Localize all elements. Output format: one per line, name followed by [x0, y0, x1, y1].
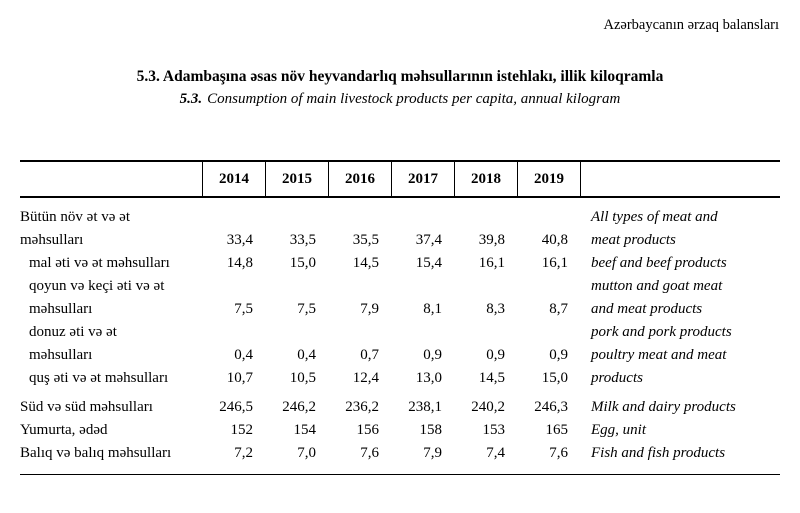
cell-value — [454, 206, 517, 229]
cell-value: 33,4 — [226, 232, 253, 248]
cell-value: 0,7 — [360, 347, 379, 363]
table-row — [20, 344, 780, 367]
cell-value: 40,8 — [541, 232, 568, 248]
cell-value: 246,3 — [534, 399, 568, 415]
cell-value — [265, 206, 328, 229]
cell-en-label: poultry meat and meat — [591, 347, 727, 363]
cell-value: 158 — [419, 422, 442, 438]
year-header: 2014 — [202, 162, 265, 196]
cell-en-label: and meat products — [591, 301, 703, 317]
table-row — [20, 252, 780, 275]
cell-value: 37,4 — [415, 232, 442, 248]
cell-value: 153 — [482, 422, 505, 438]
cell-value: 10,5 — [289, 370, 316, 386]
cell-az-label: mal əti və ət məhsulları — [29, 255, 170, 271]
cell-value: 16,1 — [478, 255, 505, 271]
cell-value: 238,1 — [408, 399, 442, 415]
cell-value: 165 — [545, 422, 568, 438]
cell-value: 15,4 — [415, 255, 442, 271]
cell-value: 39,8 — [478, 232, 505, 248]
cell-value — [265, 321, 328, 344]
cell-az-label: qoyun və keçi əti və ət — [29, 278, 165, 294]
cell-az-label: məhsulları — [29, 347, 93, 363]
cell-value: 16,1 — [541, 255, 568, 271]
cell-value: 12,4 — [352, 370, 379, 386]
cell-value: 14,8 — [226, 255, 253, 271]
table-row — [20, 321, 780, 344]
table-header-row — [20, 160, 780, 198]
cell-value: 7,6 — [549, 445, 568, 461]
cell-value: 7,9 — [360, 301, 379, 317]
cell-az-label: məhsulları — [20, 232, 84, 248]
cell-value — [391, 321, 454, 344]
subtitle-number: 5.3. — [179, 91, 203, 107]
cell-value: 236,2 — [345, 399, 379, 415]
cell-value: 0,9 — [423, 347, 442, 363]
page-subtitle — [0, 91, 800, 108]
table-row — [20, 229, 780, 252]
cell-value: 7,5 — [297, 301, 316, 317]
cell-value — [454, 321, 517, 344]
cell-en-label: products — [591, 370, 643, 386]
table-body — [20, 198, 780, 475]
cell-value: 152 — [230, 422, 253, 438]
cell-en-label: Fish and fish products — [591, 445, 726, 461]
year-header: 2017 — [391, 162, 454, 196]
cell-value: 246,2 — [282, 399, 316, 415]
year-header: 2016 — [328, 162, 391, 196]
cell-az-label: Yumurta, ədəd — [20, 422, 108, 438]
cell-value — [328, 275, 391, 298]
cell-az-label: Balıq və balıq məhsulları — [20, 445, 172, 461]
cell-value: 14,5 — [478, 370, 505, 386]
cell-value: 13,0 — [415, 370, 442, 386]
cell-value: 240,2 — [471, 399, 505, 415]
table-row — [20, 442, 780, 465]
cell-value — [265, 275, 328, 298]
cell-value: 7,9 — [423, 445, 442, 461]
cell-en-label: Egg, unit — [591, 422, 646, 438]
cell-az-label: quş əti və ət məhsulları — [29, 370, 169, 386]
cell-value: 0,4 — [234, 347, 253, 363]
running-header: Azərbaycanın ərzaq balansları — [603, 17, 779, 33]
cell-value — [517, 206, 580, 229]
cell-en-label: pork and pork products — [591, 324, 732, 340]
header-spacer-left — [20, 162, 202, 196]
cell-value: 0,9 — [549, 347, 568, 363]
table-row — [20, 419, 780, 442]
year-header: 2018 — [454, 162, 517, 196]
cell-value — [517, 275, 580, 298]
table-row — [20, 275, 780, 298]
table-row — [20, 367, 780, 390]
cell-az-label: Bütün növ ət və ət — [20, 209, 130, 225]
cell-value: 10,7 — [226, 370, 253, 386]
cell-value: 7,6 — [360, 445, 379, 461]
year-header: 2015 — [265, 162, 328, 196]
table-row — [20, 396, 780, 419]
cell-value: 8,7 — [549, 301, 568, 317]
cell-value: 35,5 — [352, 232, 379, 248]
cell-value: 8,3 — [486, 301, 505, 317]
table-row — [20, 298, 780, 321]
cell-value: 246,5 — [219, 399, 253, 415]
year-header: 2019 — [517, 162, 580, 196]
cell-value: 7,5 — [234, 301, 253, 317]
cell-en-label: All types of meat and — [591, 209, 718, 225]
cell-az-label: donuz əti və ət — [29, 324, 117, 340]
cell-value — [202, 321, 265, 344]
cell-value: 15,0 — [541, 370, 568, 386]
cell-value — [202, 275, 265, 298]
cell-az-label: məhsulları — [29, 301, 93, 317]
cell-value — [328, 206, 391, 229]
cell-value: 15,0 — [289, 255, 316, 271]
header-spacer-right — [580, 162, 780, 196]
cell-en-label: meat products — [591, 232, 676, 248]
cell-value — [454, 275, 517, 298]
cell-value: 7,4 — [486, 445, 505, 461]
consumption-table — [20, 160, 780, 475]
page-title: 5.3. Adambaşına əsas növ heyvandarlıq məhsullarının istehlakı, illik kiloqramla — [136, 68, 664, 85]
cell-az-label: Süd və süd məhsulları — [20, 399, 153, 415]
cell-value: 154 — [293, 422, 316, 438]
cell-en-label: beef and beef products — [591, 255, 727, 271]
cell-value — [391, 206, 454, 229]
cell-value: 14,5 — [352, 255, 379, 271]
cell-value: 0,4 — [297, 347, 316, 363]
cell-value — [517, 321, 580, 344]
cell-value: 0,9 — [486, 347, 505, 363]
cell-value: 156 — [356, 422, 379, 438]
cell-value — [202, 206, 265, 229]
table-row — [20, 206, 780, 229]
cell-en-label: Milk and dairy products — [591, 399, 736, 415]
cell-value — [328, 321, 391, 344]
cell-value: 8,1 — [423, 301, 442, 317]
cell-value: 33,5 — [289, 232, 316, 248]
cell-value — [391, 275, 454, 298]
cell-value: 7,2 — [234, 445, 253, 461]
cell-en-label: mutton and goat meat — [591, 278, 723, 294]
cell-value: 7,0 — [297, 445, 316, 461]
subtitle-text: Consumption of main livestock products per capita, annual kilogram — [207, 91, 621, 107]
